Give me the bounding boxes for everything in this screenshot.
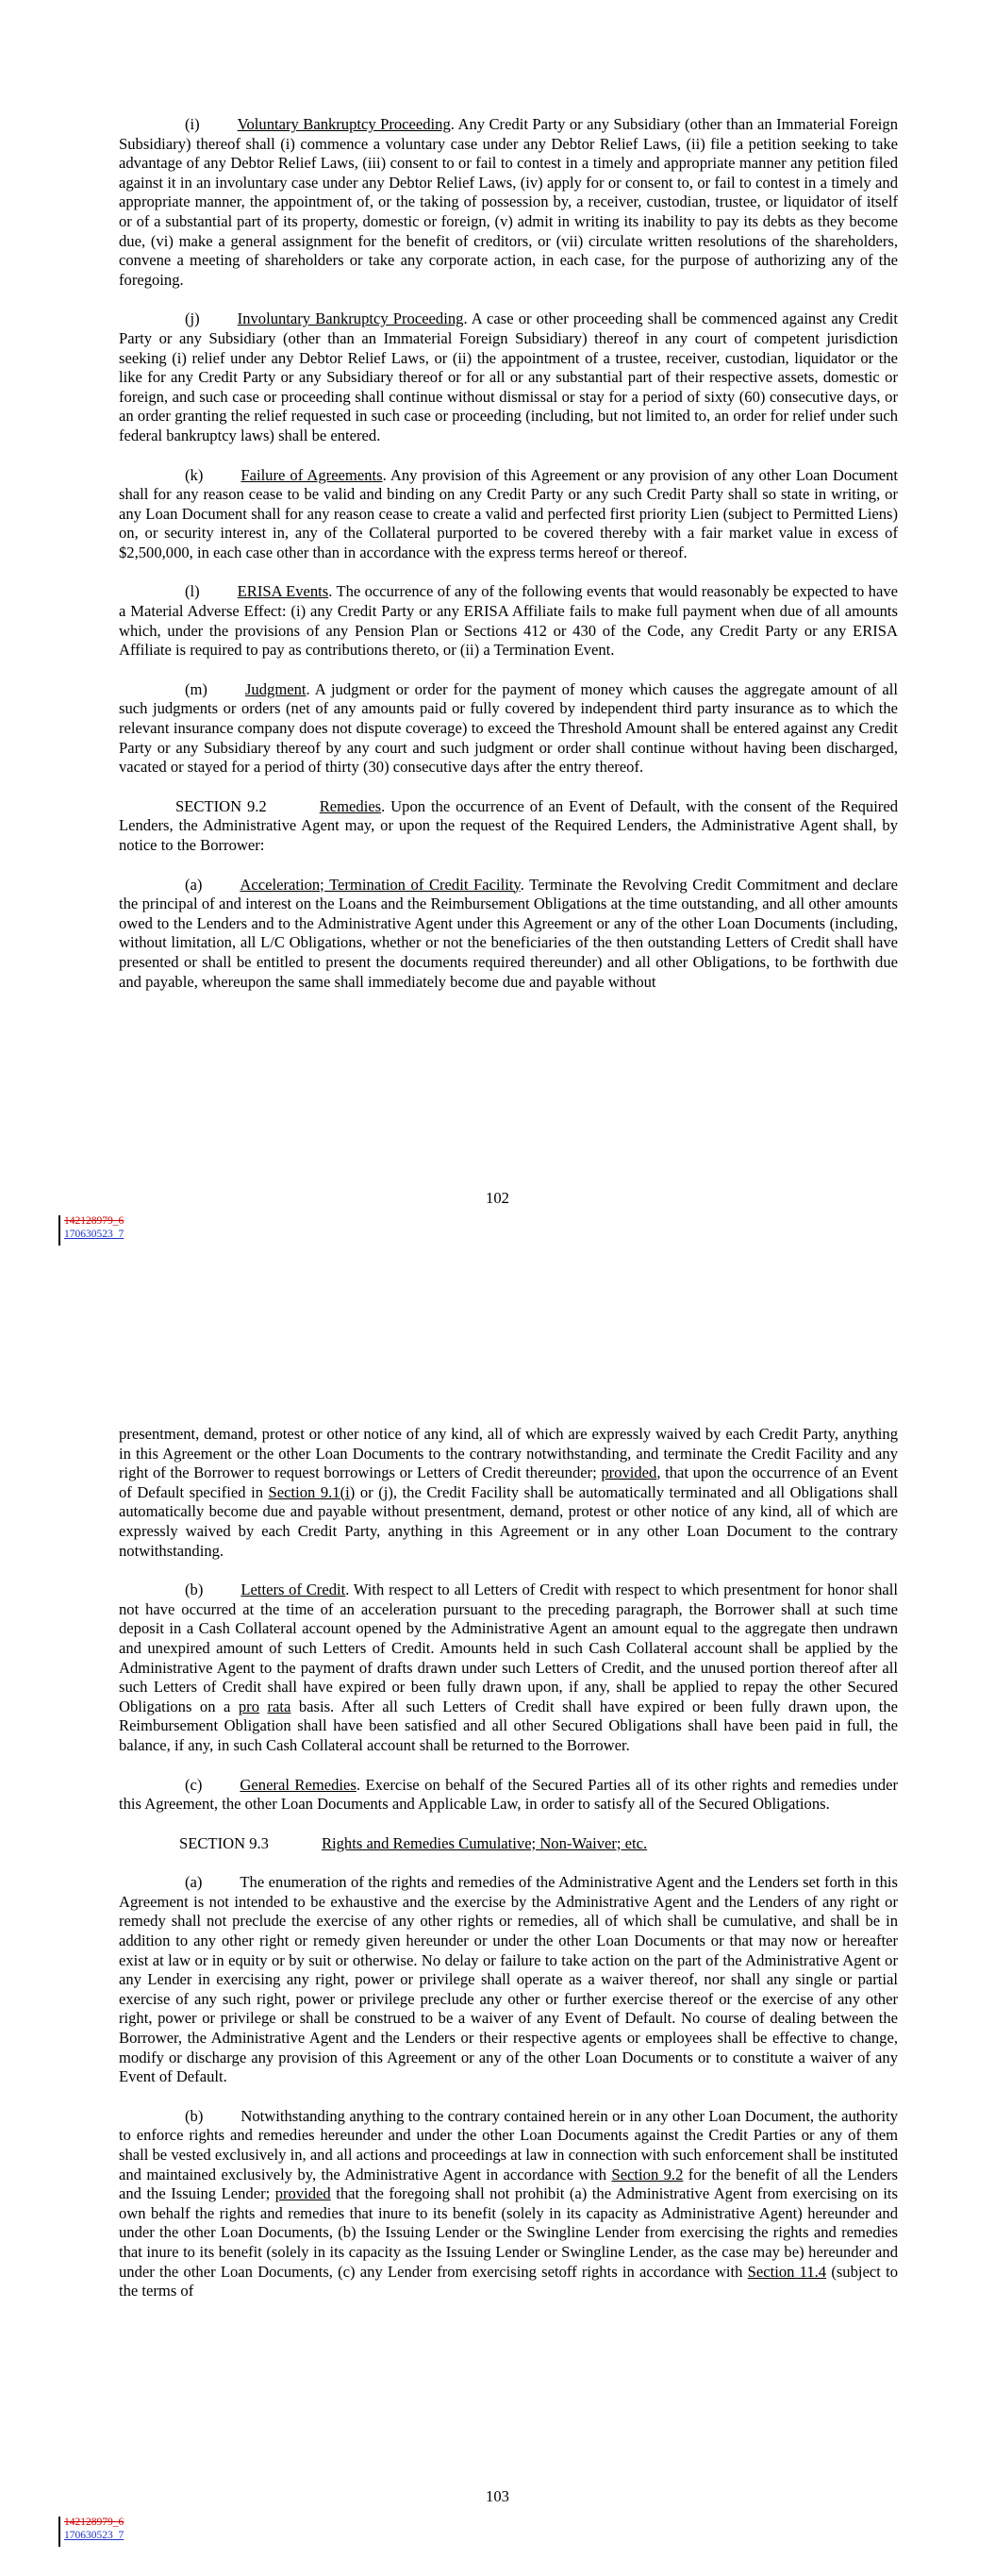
change-bar — [58, 1215, 60, 1246]
paragraph-acceleration — [119, 876, 898, 993]
text-run: (subject to the terms of — [119, 2262, 898, 2300]
defined-term: provided — [274, 2184, 331, 2203]
change-bar — [58, 2517, 60, 2547]
clause-heading: ERISA Events — [237, 582, 329, 601]
defined-term: pro — [238, 1697, 259, 1715]
clause-text: The enumeration of the rights and remedies of the Administrative Agent and the Lenders set forth in this Agreement is not intended to be exhaustive and the exercise by the Administrative Agent and the Lenders of any right or remedy shall not preclude the exercise of any other rights or remedies, all of which shall be cumulative, and shall be in addition to any other right or remedy given hereunder or under the other Loan Documents or that may now or hereafter exist at law or in equity or by suit or otherwise. No delay or failure to take action on the part of the Administrative Agent or any Lender in exercising any right, power or privilege shall operate as a waiver thereof, nor shall any single or partial exercise of any such right, power or privilege preclude any other or further exercise thereof or the exercise of any other right, power or privilege or shall be construed to be a waiver of any Event of Default. No course of dealing between the Borrower, the Administrative Agent and the Lenders or their respective agents or employees shall be effective to change, modify or discharge any provision of this Agreement or any of the other Loan Documents or to constitute a waiver of any Event of Default. — [119, 1873, 898, 2086]
clause-label: (i) — [185, 115, 200, 133]
text-run: , that upon the occurrence of an Event of Default specified in — [119, 1464, 898, 1501]
clause-heading: Involuntary Bankruptcy Proceeding — [237, 309, 464, 328]
text-run — [259, 1698, 268, 1715]
document-footer-id — [64, 2516, 124, 2542]
paragraph-voluntary-bankruptcy — [119, 115, 898, 290]
clause-heading: Letters of Credit — [240, 1581, 346, 1599]
page-body — [119, 115, 898, 1012]
clause-text: . A case or other proceeding shall be commenced against any Credit Party or any Subsidiary (other than an Immaterial Foreign Subsidiary) thereof in any court of competent jurisdiction seeking (i) relief under any Debtor Relief Laws, or (ii) the appointment of a trustee, receiver, custodian, liquidator or the like for any Credit Party or any Subsidiary thereof or for all or any substantial part of their respective assets, domestic or foreign, and such case or proceeding shall continue without dismissal or stay for a period of sixty (60) consecutive days, or an order granting the relief requested in such case or proceeding (including, but not limited to, an order for relief under such federal bankruptcy laws) shall be entered. — [119, 309, 898, 444]
clause-label: (k) — [185, 465, 204, 484]
clause-text: . Any provision of this Agreement or any provision of any other Loan Document shall for any reason cease to be valid and binding on any Credit Party or any such Credit Party shall so state in writing, or any Loan Document shall for any reason cease to create a valid and perfected first priority Lien (subject to Permitted Liens) on, or security interest in, any of the Collateral purported to be covered thereby with a fair market value in excess of $2,500,000, in each case other than in accordance with the express terms hereof or thereof. — [119, 465, 898, 561]
section-text: . Upon the occurrence of an Event of Default, with the consent of the Required Lenders, the Administrative Agent may, or upon the request of the Required Lenders, the Administrative Agent shall, by notice to the Borrower: — [119, 796, 898, 854]
clause-label: (a) — [185, 875, 203, 894]
paragraph-involuntary-bankruptcy — [119, 309, 898, 445]
section-reference: Section 9.1(i) — [268, 1482, 356, 1501]
defined-term: provided — [601, 1464, 657, 1482]
paragraph-cumulative-a — [119, 1873, 898, 2087]
page-number: 103 — [486, 2487, 509, 2505]
clause-label: (j) — [185, 309, 200, 328]
text-run: that the foregoing shall not prohibit (a) the Administrative Agent from exercising on its own behalf the rights and remedies that inure to its benefit (solely in its capacity as Administrative Agent) hereunder and under the other Loan Documents, (b) the Issuing Lender or the Swingline Lender from exercising the rights and remedies that inure to its benefit (solely in its capacity as the Issuing Lender or Swingline Lender, as the case may be) hereunder and under the other Loan Documents, (c) any Lender from exercising setoff rights in accordance with — [119, 2184, 898, 2281]
clause-label: (m) — [185, 679, 207, 698]
text-run: basis. After all such Letters of Credit shall have expired or been fully drawn upon, the Reimbursement Obligation shall have been satisfied and all other Secured Obligations shall have been paid in full, the balance, if any, in such Cash Collateral account shall be returned to the Borrower. — [119, 1697, 898, 1754]
deleted-document-id: 142128979_6 — [64, 2517, 124, 2528]
paragraph-acceleration-continued — [119, 1425, 898, 1561]
section-label: SECTION 9.3 — [179, 1833, 269, 1852]
section-heading: Rights and Remedies Cumulative; Non-Waiver; etc. — [321, 1833, 648, 1852]
paragraph-failure-of-agreements — [119, 466, 898, 563]
page-body — [119, 1425, 898, 2321]
text-run: , the Credit Facility shall be automatically terminated and all Obligations shall automatically become due and payable without presentment, demand, protest or other notice of any kind, all of which are expressly waived by each Credit Party, anything in this Agreement or in any other Loan Document to the contrary notwithstanding. — [119, 1482, 898, 1560]
section-label: SECTION 9.2 — [175, 796, 267, 815]
inserted-document-id: 170630523_7 — [64, 1229, 124, 1240]
clause-heading: Acceleration; Termination of Credit Facility — [240, 875, 521, 894]
clause-label: (b) — [185, 2106, 204, 2125]
text-run: for the benefit of all the Lenders and the Issuing Lender; — [119, 2165, 898, 2203]
paragraph-judgment — [119, 680, 898, 778]
clause-label: (c) — [185, 1775, 203, 1794]
clause-text: . Terminate the Revolving Credit Commitment and declare the principal of and interest on the Loans and the Reimbursement Obligations at the time outstanding, and all other amounts owed to the Lenders and to the Administrative Agent under this Agreement or any of the other Loan Documents (including, without limitation, all L/C Obligations, whether or not the beneficiaries of the then outstanding Letters of Credit shall have presented or shall be entitled to present the documents required thereunder) and all other Obligations, to be forthwith due and payable, whereupon the same shall immediately become due and payable without — [119, 875, 898, 991]
clause-label: (a) — [185, 1873, 203, 1892]
text-run: or — [355, 1482, 379, 1501]
section-9-3-heading — [119, 1834, 898, 1854]
deleted-document-id: 142128979_6 — [64, 1215, 124, 1227]
page-number: 102 — [486, 1189, 509, 1207]
clause-text: . Exercise on behalf of the Secured Parties all of its other rights and remedies under this Agreement, the other Loan Documents and Applicable Law, in order to satisfy all of the Secured Obligations. — [119, 1775, 898, 1814]
defined-term: rata — [267, 1697, 291, 1715]
text-run: Notwithstanding anything to the contrary contained herein or in any other Loan Document, the authority to enforce rights and remedies hereunder and under the other Loan Documents against the Credit Parties or any of them shall be vested exclusively in, and all actions and proceedings at law in connection with such enforcement shall be instituted and maintained exclusively by, the Administrative Agent in accordance with — [119, 2106, 898, 2183]
clause-heading: Voluntary Bankruptcy Proceeding — [237, 115, 451, 133]
section-9-2-remedies — [119, 797, 898, 856]
section-reference: Section 9.2 — [611, 2165, 684, 2183]
clause-heading: Failure of Agreements — [240, 465, 383, 484]
paragraph-letters-of-credit — [119, 1581, 898, 1755]
section-reference: Section 11.4 — [747, 2262, 827, 2281]
clause-heading: Judgment — [244, 679, 307, 698]
inserted-document-id: 170630523_7 — [64, 2530, 124, 2541]
section-reference: (j) — [378, 1482, 393, 1501]
clause-text: . A judgment or order for the payment of money which causes the aggregate amount of all such judgments or orders (net of any amounts paid or fully covered by independent third party insurance as to which the relevant insurance company does not dispute coverage) to exceed the Threshold Amount shall be entered against any Credit Party or any Subsidiary thereof by any court and such judgment or order shall continue without having been discharged, vacated or stayed for a period of thirty (30) consecutive days after the entry thereof. — [119, 679, 898, 777]
section-heading: Remedies — [319, 796, 382, 815]
clause-text: . Any Credit Party or any Subsidiary (other than an Immaterial Foreign Subsidiary) thereof shall (i) commence a voluntary case under any Debtor Relief Laws, (ii) file a petition seeking to take advantage of any Debtor Relief Laws, (iii) consent to or fail to contest in a timely and appropriate manner any petition filed against it in an involuntary case under any Debtor Relief Laws, (iv) apply for or consent to, or fail to contest in a timely and appropriate manner, the appointment of, or the taking of possession by, a receiver, custodian, trustee, or liquidator of itself or of a substantial part of its property, domestic or foreign, (v) admit in writing its inability to pay its debts as they become due, (vi) make a general assignment for the benefit of creditors, or (vii) circulate written resolutions of the shareholders, convene a meeting of shareholders or take any corporate action, in each case, for the purpose of authorizing any of the foregoing. — [119, 115, 898, 289]
text-run: . With respect to all Letters of Credit with respect to which presentment for honor shall not have occurred at the time of an acceleration pursuant to the preceding paragraph, the Borrower shall at such time deposit in a Cash Collateral account opened by the Administrative Agent an amount equal to the aggregate then undrawn and unexpired amount of such Letters of Credit. Amounts held in such Cash Collateral account shall be applied by the Administrative Agent to the payment of drafts drawn under such Letters of Credit, and the unused portion thereof after all such Letters of Credit shall have expired or been fully drawn upon, if any, shall be applied to repay the other Secured Obligations on a — [119, 1581, 898, 1715]
clause-text: . The occurrence of any of the following events that would reasonably be expected to have a Material Adverse Effect: (i) any Credit Party or any ERISA Affiliate fails to make full payment when due of all amounts which, under the provisions of any Pension Plan or Sections 412 or 430 of the Code, any Credit Party or any ERISA Affiliate is required to pay as contributions thereto, or (ii) a Termination Event. — [119, 582, 898, 660]
page-103 — [0, 1293, 995, 2576]
clause-label: (b) — [185, 1581, 204, 1599]
text-run: presentment, demand, protest or other notice of any kind, all of which are expressly waived by each Credit Party, anything in this Agreement or the other Loan Documents to the contrary notwithstanding, and terminate the Credit Facility and any right of the Borrower to request borrowings or Letters of Credit thereunder; — [119, 1425, 898, 1482]
document-footer-id — [64, 1214, 124, 1241]
paragraph-erisa-events — [119, 582, 898, 660]
clause-heading: General Remedies — [240, 1775, 357, 1794]
paragraph-general-remedies — [119, 1776, 898, 1815]
clause-label: (l) — [185, 582, 200, 601]
paragraph-cumulative-b — [119, 2107, 898, 2301]
